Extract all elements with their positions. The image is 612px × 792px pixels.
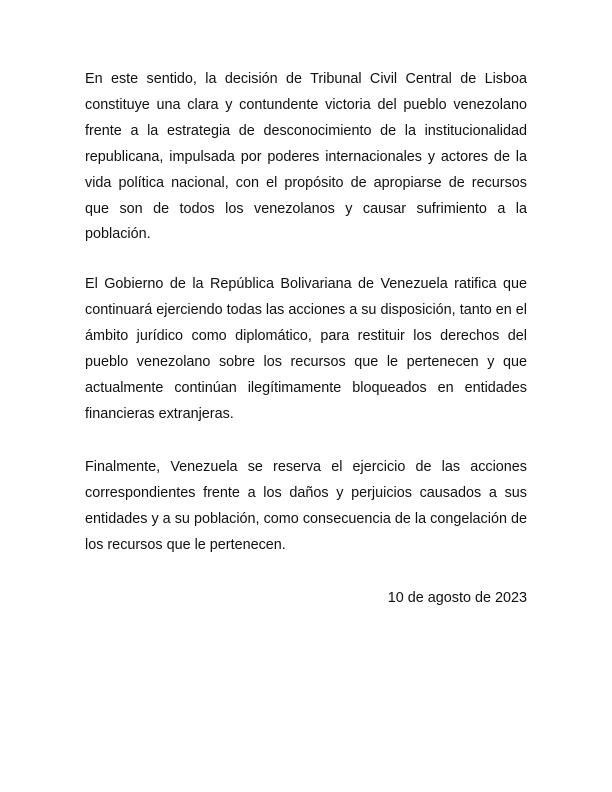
paragraph-tribunal-decision: En este sentido, la decisión de Tribunal Civil Central de Lisboa constituye una clara y contundente victoria del pueblo venezolano frente a la estrategia de desconocimiento de la institucionalidad republicana, impulsada por poderes internacionales y actores de la vida política nacional, con el propósito de apropiarse de recursos que son de todos los venezolanos y causar sufrimiento a la población. xyxy=(85,71,527,243)
paragraph-reservation-of-actions: Finalmente, Venezuela se reserva el ejercicio de las acciones correspondientes frente a los daños y perjuicios causados a sus entidades y a su población, como consecuencia de la congelación de los recursos que le pertenecen. xyxy=(85,459,527,553)
paragraph-government-ratifies: El Gobierno de la República Bolivariana de Venezuela ratifica que continuará ejerciendo todas las acciones a su disposición, tanto en el ámbito jurídico como diplomático, para restituir los derechos del pueblo venezolano sobre los recursos que le pertenecen y que actualmente continúan ilegítimamente bloqueados en entidades financieras extranjeras. xyxy=(85,276,527,422)
document-date: 10 de agosto de 2023 xyxy=(387,590,527,606)
